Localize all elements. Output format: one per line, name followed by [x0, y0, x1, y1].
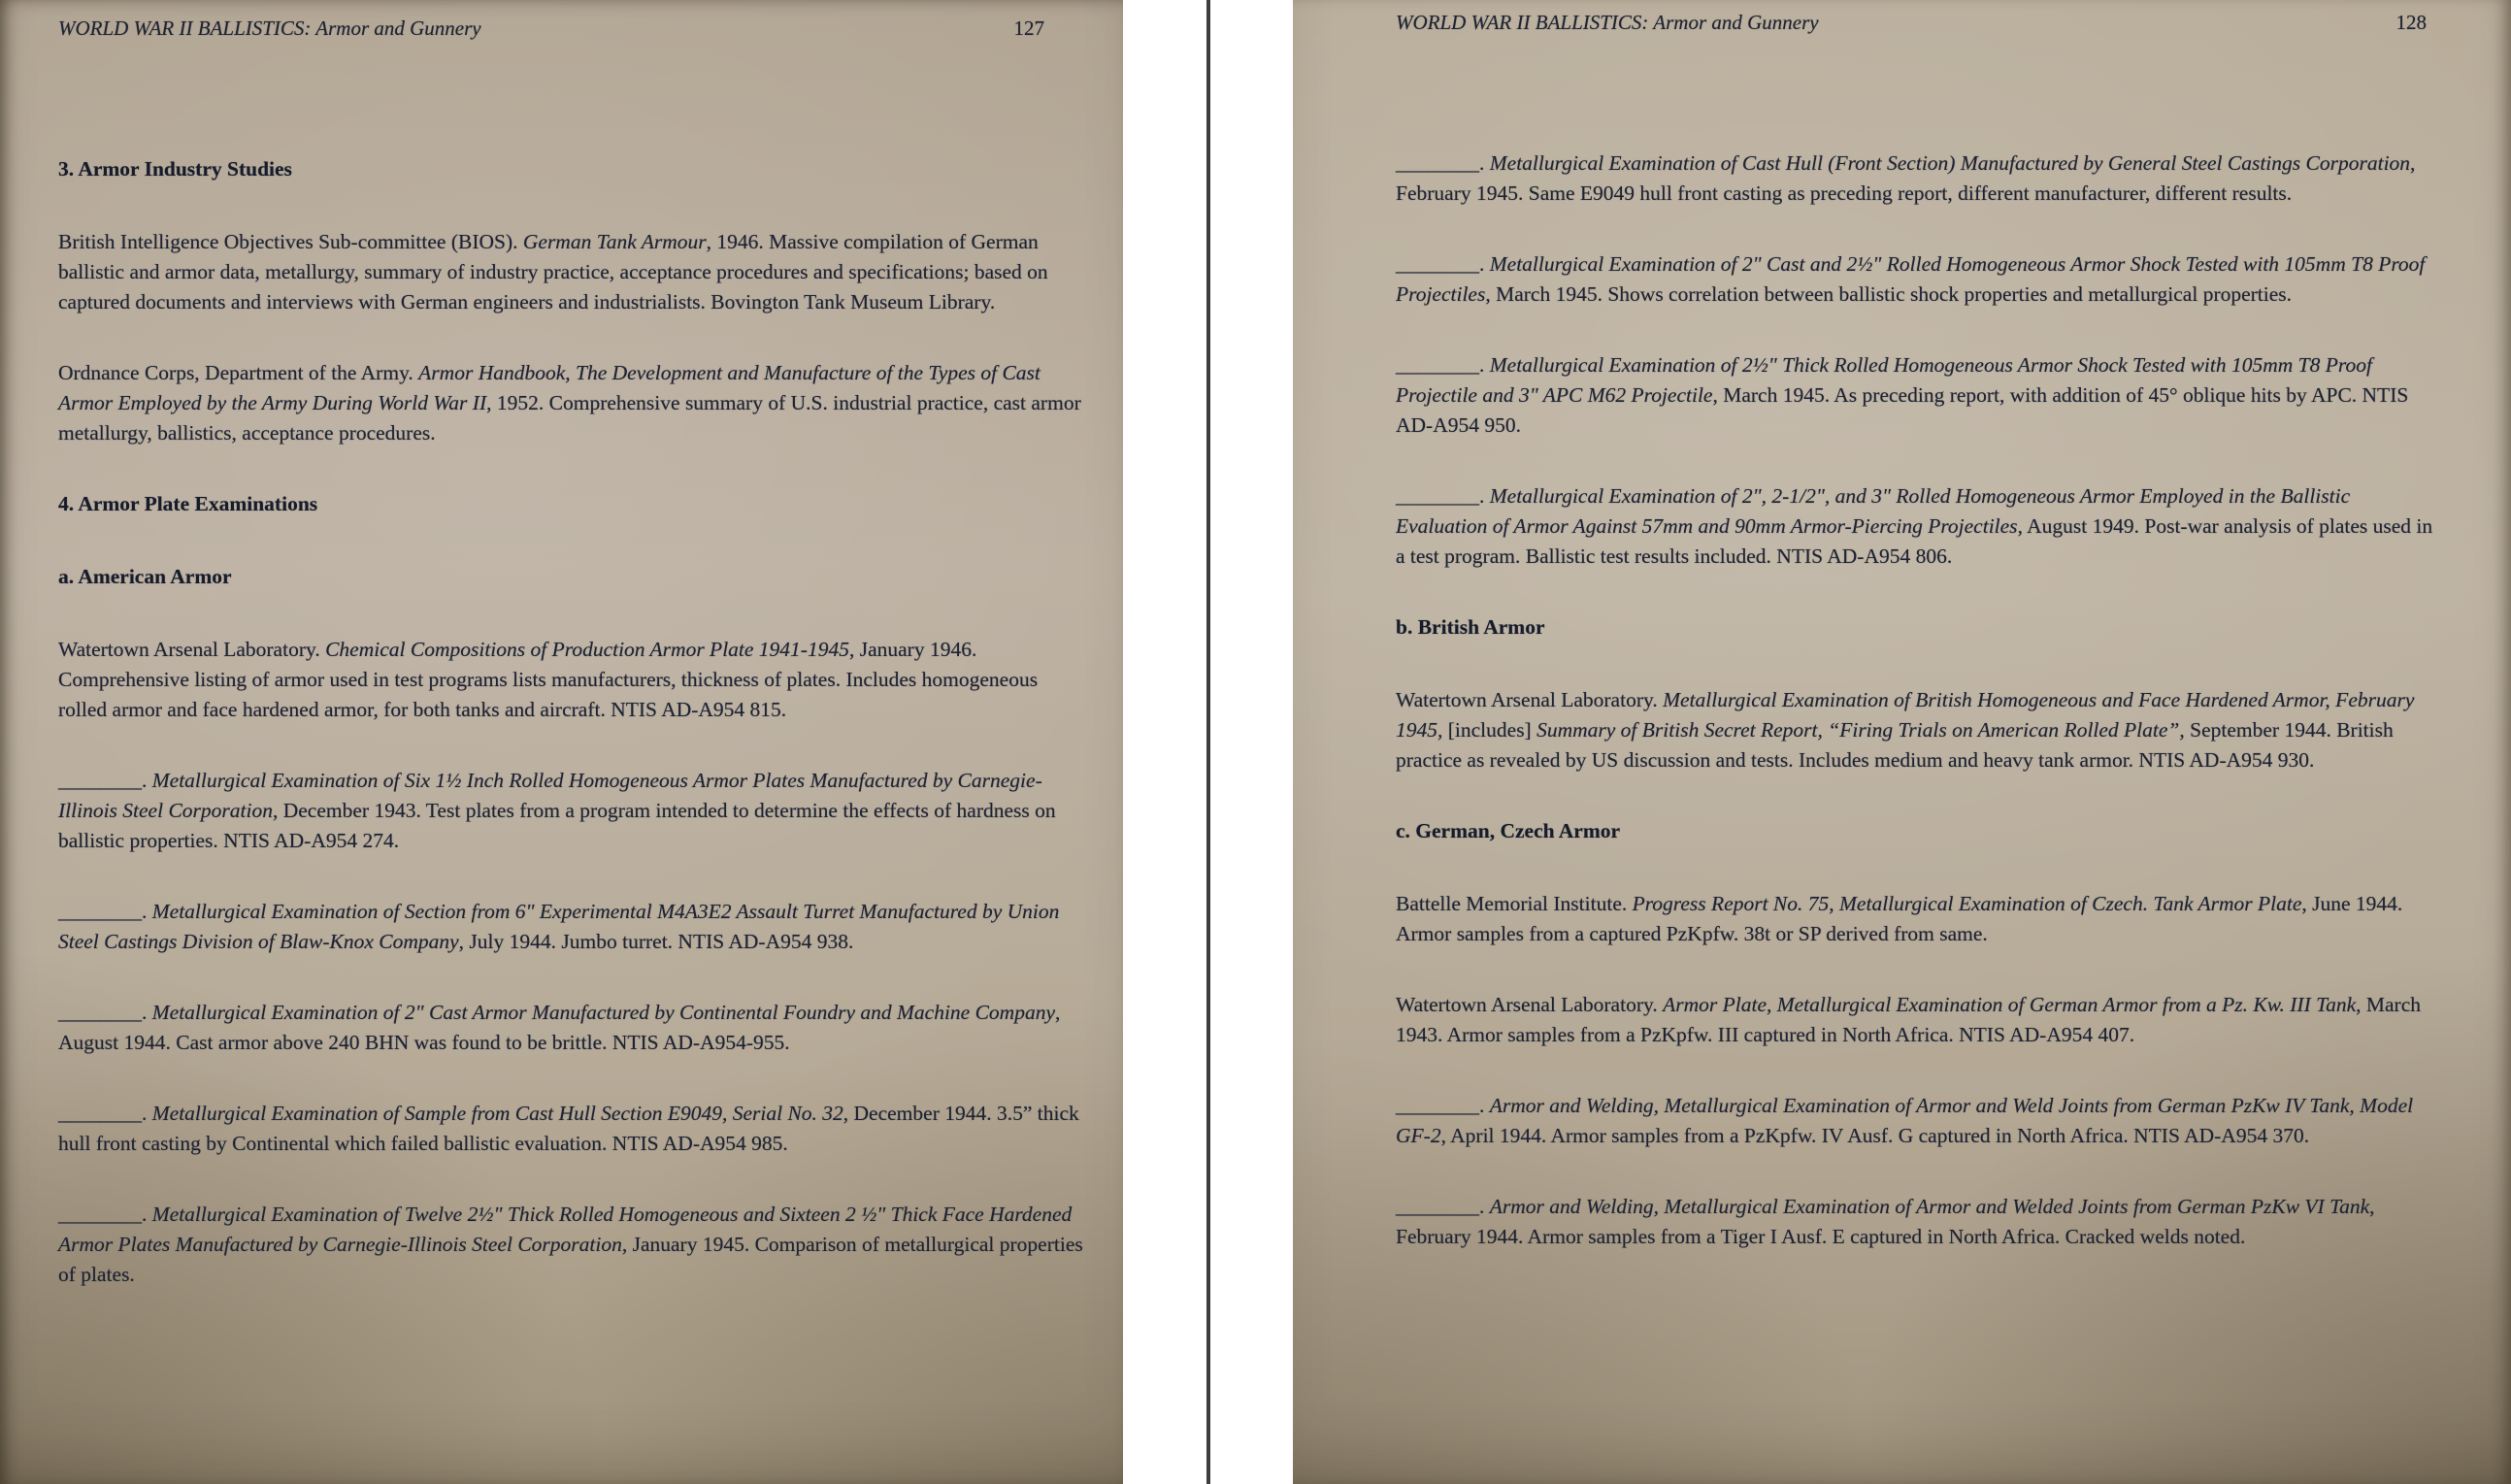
entry-text-run: ________.	[58, 1001, 152, 1024]
section-heading: c. German, Czech Armor	[1396, 819, 1621, 842]
entry-text-run: British Intelligence Objectives Sub-committee (BIOS).	[58, 230, 523, 253]
entry-text-run: Watertown Arsenal Laboratory.	[1396, 993, 1664, 1016]
section-heading: b. British Armor	[1396, 615, 1545, 639]
entry-text-run: , January 1945. Comparison of metallurgical properties of plates.	[58, 1233, 1083, 1286]
section-heading: 4. Armor Plate Examinations	[58, 492, 318, 515]
entry-text-run: , August 1944. Cast armor above 240 BHN was found to be brittle. NTIS AD-A954-955.	[58, 1001, 1061, 1054]
entry-title-run: Progress Report No. 75, Metallurgical Examination of Czech. Tank Armor Plate	[1632, 892, 2302, 915]
page-number: 128	[2395, 11, 2427, 34]
page-divider-line	[1206, 0, 1210, 1484]
entry-title-run: Summary of British Secret Report, “Firing Trials on American Rolled Plate”	[1536, 718, 2180, 742]
entry-text-run: , August 1949. Post-war analysis of plates used in a test program. Ballistic test results included. NTIS AD-A954 806.	[1396, 514, 2433, 568]
entry-text-run: ________.	[1396, 353, 1490, 377]
entry-text-run: ________.	[58, 900, 152, 923]
page-128	[1293, 0, 2511, 1484]
page-body-0	[58, 154, 1087, 1290]
page-header	[58, 14, 1087, 44]
entry-text-run: ________.	[1396, 252, 1490, 276]
running-title: WORLD WAR II BALLISTICS: Armor and Gunnery	[1396, 11, 1819, 34]
bibliography-entry	[58, 1099, 1087, 1159]
bibliography-entry	[58, 897, 1087, 957]
entry-title-run: Metallurgical Examination of Sample from Cast Hull Section E9049, Serial No. 32	[151, 1102, 843, 1125]
entry-title-run: Armor Plate, Metallurgical Examination of German Armor from a Pz. Kw. III Tank	[1663, 993, 2357, 1016]
bibliography-entry	[58, 998, 1087, 1058]
entry-text-run: , March 1943. Armor samples from a PzKpfw. III captured in North Africa. NTIS AD-A954 407.	[1396, 993, 2422, 1046]
bibliography-entry	[1396, 481, 2436, 572]
bibliography-entry	[1396, 889, 2436, 949]
entry-text-run: ________.	[1396, 151, 1490, 175]
entry-text-run: ________.	[58, 769, 152, 792]
entry-text-run: , February 1945. Same E9049 hull front casting as preceding report, different manufacturer, different results.	[1396, 151, 2416, 205]
entry-title-run: Chemical Compositions of Production Armor Plate 1941-1945	[325, 638, 849, 661]
entry-text-run: , March 1945. Shows correlation between ballistic shock properties and metallurgical properties.	[1485, 282, 2293, 306]
entry-text-run: , January 1946. Comprehensive listing of armor used in test programs lists manufacturers, thickness of plates. Includes homogeneous rolled armor and face hardened armor, for both tanks and aircraft. NTIS AD-A954 815.	[58, 638, 1039, 721]
entry-text-run: , December 1944. 3.5” thick hull front casting by Continental which failed ballistic evaluation. NTIS AD-A954 985.	[58, 1102, 1079, 1155]
entry-title-run: Metallurgical Examination of 2½" Thick Rolled Homogeneous Armor Shock Tested with 105mm T8 Proof Projectile and 3" APC M62 Projectile	[1396, 353, 2372, 407]
entry-text-run: , July 1944. Jumbo turret. NTIS AD-A954 938.	[458, 930, 854, 953]
entry-text-run: Battelle Memorial Institute.	[1396, 892, 1633, 915]
page-127	[0, 0, 1123, 1484]
entry-title-run: Metallurgical Examination of British Homogeneous and Face Hardened Armor, February 1945,	[1396, 688, 2415, 742]
bibliography-entry	[58, 358, 1087, 448]
section-heading: 3. Armor Industry Studies	[58, 157, 292, 181]
bibliography-entry	[1396, 350, 2436, 441]
bibliography-entry	[58, 766, 1087, 856]
entry-text-run: ________.	[1396, 484, 1490, 508]
bibliography-entry	[1396, 1091, 2436, 1151]
entry-title-run: Metallurgical Examination of 2" Cast and 2½" Rolled Homogeneous Armor Shock Tested with 105mm T8 Proof Projectiles	[1396, 252, 2426, 306]
bibliography-entry	[58, 635, 1087, 725]
entry-text-run: , April 1944. Armor samples from a PzKpfw. IV Ausf. G captured in North Africa. NTIS AD-A954 370.	[1440, 1124, 2310, 1147]
entry-title-run: Armor and Welding, Metallurgical Examination of Armor and Weld Joints from German PzKw IV Tank, Model GF-2	[1396, 1094, 2414, 1147]
entry-text-run: , June 1944. Armor samples from a captured PzKpfw. 38t or SP derived from same.	[1396, 892, 2403, 945]
entry-text-run: [includes]	[1447, 718, 1537, 742]
entry-text-run: Ordnance Corps, Department of the Army.	[58, 361, 419, 384]
entry-text-run: , 1946. Massive compilation of German ballistic and armor data, metallurgy, summary of industry practice, acceptance procedures and specifications; based on captured documents and interviews with German engineers and industrialists. Bovington Tank Museum Library.	[58, 230, 1048, 313]
entry-text-run: , March 1945. As preceding report, with addition of 45° oblique hits by APC. NTIS AD-A954 950.	[1396, 383, 2409, 437]
entry-text-run: , February 1944. Armor samples from a Tiger I Ausf. E captured in North Africa. Cracked welds noted.	[1396, 1195, 2375, 1248]
entry-title-run: Armor and Welding, Metallurgical Examination of Armor and Welded Joints from German PzKw VI Tank	[1489, 1195, 2370, 1218]
entry-text-run: , December 1943. Test plates from a program intended to determine the effects of hardness on ballistic properties. NTIS AD-A954 274.	[58, 799, 1056, 852]
entry-title-run: Metallurgical Examination of 2", 2-1/2", and 3" Rolled Homogeneous Armor Employed in the Ballistic Evaluation of Armor Against 57mm and 90mm Armor-Piercing Projectiles	[1396, 484, 2351, 538]
entry-title-run: Metallurgical Examination of Twelve 2½" Thick Rolled Homogeneous and Sixteen 2 ½" Thick Face Hardened Armor Plates Manufactured by Carnegie-Illinois Steel Corporation	[58, 1203, 1073, 1256]
bibliography-entry	[58, 227, 1087, 317]
bibliography-entry	[58, 1200, 1087, 1290]
bibliography-entry	[1396, 249, 2436, 310]
section-heading: a. American Armor	[58, 565, 232, 588]
entry-title-run: Metallurgical Examination of Cast Hull (Front Section) Manufactured by General Steel Castings Corporation	[1489, 151, 2411, 175]
page-header	[1396, 8, 2436, 38]
bibliography-entry	[1396, 990, 2436, 1050]
page-number: 127	[1013, 16, 1044, 40]
entry-text-run: , September 1944. British practice as revealed by US discussion and tests. Includes medium and heavy tank armor. NTIS AD-A954 930.	[1396, 718, 2394, 772]
entry-text-run: ________.	[58, 1102, 152, 1125]
entry-text-run: Watertown Arsenal Laboratory.	[1396, 688, 1664, 711]
entry-text-run: Watertown Arsenal Laboratory.	[58, 638, 326, 661]
running-title: WORLD WAR II BALLISTICS: Armor and Gunnery	[58, 16, 481, 40]
bibliography-entry	[1396, 148, 2436, 209]
entry-title-run: Metallurgical Examination of 2" Cast Armor Manufactured by Continental Foundry and Machine Company	[151, 1001, 1055, 1024]
entry-text-run: ________.	[58, 1203, 152, 1226]
page-body-1	[1396, 148, 2436, 1252]
entry-title-run: Metallurgical Examination of Six 1½ Inch Rolled Homogeneous Armor Plates Manufactured by Carnegie-Illinois Steel Corporation	[58, 769, 1042, 822]
entry-title-run: Armor Handbook, The Development and Manufacture of the Types of Cast Armor Employed by the Army During World War II	[58, 361, 1041, 414]
bibliography-entry	[1396, 685, 2436, 775]
entry-title-run: Metallurgical Examination of Section from 6" Experimental M4A3E2 Assault Turret Manufactured by Union Steel Castings Division of Blaw-Knox Company	[58, 900, 1060, 953]
entry-title-run: German Tank Armour	[522, 230, 707, 253]
entry-text-run: ________.	[1396, 1195, 1490, 1218]
entry-text-run: ________.	[1396, 1094, 1490, 1117]
entry-text-run: , 1952. Comprehensive summary of U.S. industrial practice, cast armor metallurgy, ballistics, acceptance procedures.	[58, 391, 1081, 445]
bibliography-entry	[1396, 1192, 2436, 1252]
